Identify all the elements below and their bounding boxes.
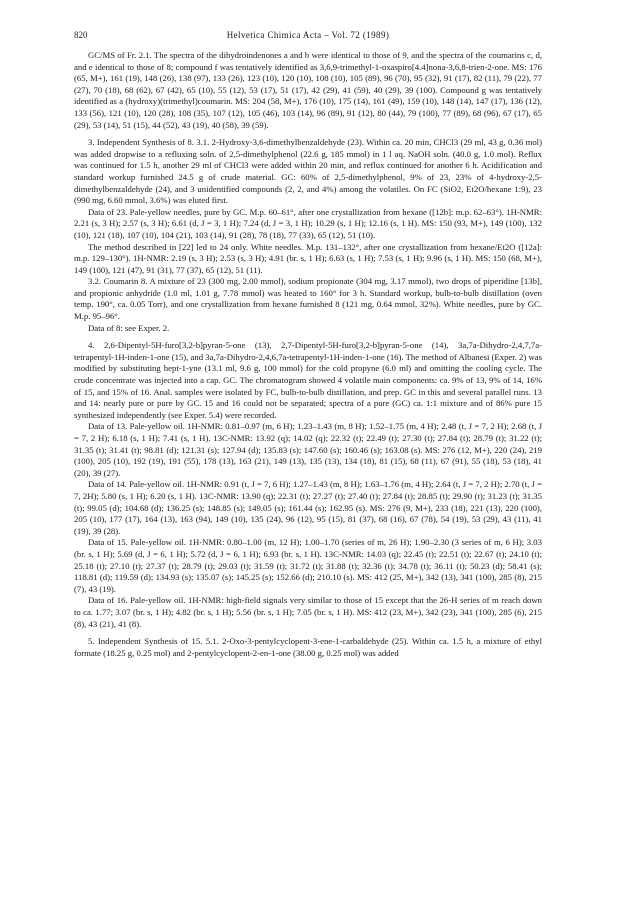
data-8-paragraph: Data of 8: see Exper. 2. xyxy=(88,322,170,333)
data-16-paragraph: Data of 16. Pale-yellow oil. 1H-NMR: high-field signals very similar to those of 15 except that the 26-H series of m reach down to ca. 1.77; 3.07 (br. s, 1 H); 4.82 (br. s, 1 H); 5.56 (br. s, 1 H); 7.05 (br. s, 1 H). MS: 412 (23, M+), 342 (23), 341 (100), 285 (6), 215 (8), 43 (21), 41 (8). xyxy=(74,595,542,629)
running-head: Helvetica Chimica Acta – Vol. 72 (1989) xyxy=(226,30,390,40)
data-15-paragraph: Data of 15. Pale-yellow oil. 1H-NMR: 0.80–1.00 (m, 12 H); 1.00–1.70 (series of m, 26 H); 1.90–2.30 (3 series of m, 6 H); 3.03 (br. s, 1 H); 5.69 (d, J = 6, 1 H); 5.72 (d, J = 6, 1 H); 6.93 (br. s, 1 H). 13C-NMR: 14.03 (q); 22.45 (t); 22.51 (t); 22.67 (t); 24.10 (t); 25.18 (t); 27.10 (t); 27.37 (t); 28.79 (t); 29.03 (t); 31.59 (t); 31.72 (t); 31.88 (t); 32.36 (t); 34.78 (t); 36.11 (t); 50.23 (d); 58.41 (s); 118.81 (d); 119.59 (d); 134.93 (s); 135.07 (s); 145.25 (s); 152.66 (d); 210.10 (s). MS: 412 (25, M+), 342 (13), 341 (100), 285 (8), 215 (7), 43 (19). xyxy=(74,537,542,594)
journal-page xyxy=(74,30,542,659)
method-24-paragraph: The method described in [22] led to 24 only. White needles. M.p. 131–132°, after one crystallization from hexane/Et2O ([12a]: m.p. 129–130°). 1H-NMR: 2.19 (s, 3 H); 2.53 (s, 3 H); 4.91 (br. s, 1 H); 6.63 (s, 1 H); 7.53 (s, 1 H); 9.96 (s, 1 H). MS: 150 (68, M+), 149 (100), 121 (47), 91 (31), 77 (37), 65 (12), 51 (11). xyxy=(74,241,542,275)
coumarin-8-paragraph: 3.2. Coumarin 8. A mixture of 23 (300 mg, 2.00 mmol), sodium propionate (304 mg, 3.17 mmol), two drops of piperidine [13b], and propionic anhydride (1.0 ml, 1.01 g, 7.78 mmol) was heated to 160° for 3 h. Standard workup, bulb-to-bulb distillation (oven temp. 190°, ca. 0.05 Torr), and one crystallization from hexane furnished 8 (121 mg, 0.64 mmol, 32%). White needles, pure by GC. M.p. 95–96°. xyxy=(74,276,542,322)
section-5-paragraph: 5. Independent Synthesis of 15. 5.1. 2-Oxo-3-pentylcyclopent-3-ene-1-carbaldehyde (25). Within ca. 1.5 h, a mixture of ethyl formate (18.25 g, 0.25 mol) and 2-pentylcyclopent-2-en-1-one (38.00 g, 0.25 mol) was added xyxy=(74,636,542,658)
data-23-paragraph: Data of 23. Pale-yellow needles, pure by GC. M.p. 60–61°, after one crystallization from hexane ([12b]: m.p. 62–63°). 1H-NMR: 2.21 (s, 3 H); 2.57 (s, 3 H); 6.61 (d, J = 3, 1 H); 7.24 (d, J = 3, 1 H); 10.29 (s, 1 H); 12.16 (s, 1 H). MS: 150 (93, M+), 149 (100), 132 (10), 121 (18), 107 (10), 104 (21), 103 (14), 91 (28), 78 (18), 77 (33), 65 (12), 51 (10). xyxy=(74,206,542,240)
data-14-paragraph: Data of 14. Pale-yellow oil. 1H-NMR: 0.91 (t, J = 7, 6 H); 1.27–1.43 (m, 8 H); 1.63–1.76 (m, 4 H); 2.64 (t, J = 7, 2 H); 2.70 (t, J = 7, 2H); 5.80 (s, 1 H); 6.20 (s, 1 H). 13C-NMR: 13.90 (q); 22.31 (t); 27.27 (t); 27.40 (t); 27.84 (t); 28.85 (t); 29.90 (t); 31.23 (t); 31.35 (t); 99.05 (d); 104.68 (d); 136.25 (s); 148.85 (s); 149.05 (s); 161.44 (s); 162.95 (s). MS: 276 (9, M+), 233 (18), 221 (13), 220 (100), 205 (10), 177 (17), 164 (13), 163 (94), 149 (10), 135 (24), 96 (12), 95 (15), 81 (37), 68 (16), 67 (78), 54 (19), 53 (29), 43 (11), 41 (19), 39 (28). xyxy=(74,479,542,536)
page-header xyxy=(74,30,542,44)
section-4-paragraph: 4. 2,6-Dipentyl-5H-furo[3,2-b]pyran-5-one (13), 2,7-Dipentyl-5H-furo[3,2-b]pyran-5-one (14), 3a,7a-Dihydro-2,4,7,7a-tetrapentyl-1H-inden-1-one (15), and 3a,7a-Dihydro-2,4,6,7a-tetrapentyl-1H-inden-1-one (16). The method of Albanesi (Exper. 2) was modified by substituting hept-1-yne (13.1 ml, 9.6 g, 100 mmol) for the cold propyne (6.0 ml) and omitting the cooling cycle. The crude concentrate was injected into a cap. GC. The chromatogram showed 4 volatile main components: ca. 9% of 13, 9% of 14, 16% of 15, and 15% of 16. Anal. samples were isolated by FC, bulb-to-bulb distillation, and prep. GC in this and several parallel runs. 13 and 14: nearly pure or pure by GC. 15 and 16 could not be separated; spectra of a pure (GC) ca. 1:1 mixture and of 86% pure 15 synthesized independently (see Exper. 5.4) were recorded. xyxy=(74,340,542,420)
gcms-paragraph: GC/MS of Fr. 2.1. The spectra of the dihydroindenones a and b were identical to those of 9, and the spectra of the coumarins c, d, and e identical to those of 8; compound f was tentatively identified as 3,6,9-trimethyl-1-oxaspiro[4.4]nona-3,6,8-trien-2-one. MS: 176 (65, M+), 161 (19), 148 (26), 138 (97), 133 (26), 123 (10), 120 (10), 108 (10), 105 (89), 96 (70), 95 (32), 91 (17), 82 (11), 79 (22), 77 (27), 70 (18), 68 (62), 67 (42), 65 (10), 55 (12), 53 (17), 51 (17), 42 (29), 41 (59), 40 (29), 39 (100). Compound g was tentatively identified as a (hydroxy)(trimethyl)coumarin. MS: 204 (58, M+), 176 (10), 175 (14), 161 (49), 159 (10), 148 (14), 147 (17), 136 (12), 133 (56), 121 (10), 120 (28), 108 (35), 107 (12), 105 (46), 103 (14), 96 (89), 91 (12), 80 (44), 79 (100), 77 (89), 68 (96), 67 (17), 65 (29), 53 (14), 51 (15), 44 (52), 43 (19), 40 (58), 39 (59). xyxy=(74,50,542,130)
page-number: 820 xyxy=(74,30,88,40)
data-13-paragraph: Data of 13. Pale-yellow oil. 1H-NMR: 0.81–0.97 (m, 6 H); 1.23–1.43 (m, 8 H); 1.52–1.75 (m, 4 H); 2.48 (t, J = 7, 2 H); 2.68 (t, J = 7, 2 H); 6.18 (s, 1 H); 7.41 (s, 1 H). 13C-NMR: 13.92 (q); 14.02 (q); 22.32 (t); 22.49 (t); 27.30 (t); 27.84 (t); 28.79 (t); 31.22 (t); 31.35 (t); 31.41 (t); 98.81 (d); 121.31 (s); 127.94 (d); 135.83 (s); 147.60 (s); 160.46 (s); 163.08 (s). MS: 276 (12, M+), 220 (24), 219 (100), 205 (10), 192 (19), 191 (55), 178 (13), 163 (21), 149 (13), 135 (13), 134 (18), 81 (15), 68 (11), 67 (91), 55 (18), 53 (18), 41 (20), 39 (27). xyxy=(74,421,542,478)
section-3-paragraph: 3. Independent Synthesis of 8. 3.1. 2-Hydroxy-3,6-dimethylbenzaldehyde (23). Within ca. 20 min, CHCl3 (29 ml, 43 g, 0.36 mol) was added dropwise to a refluxing soln. of 2,5-dimethylphenol (22.6 g, 185 mmol) in 1 l aq. NaOH soln. (40.0 g, 1.0 mol). Reflux was continued for 1.5 h, another 29 ml of CHCl3 were added within 20 min, and reflux continued for another 6 h. Acidification and standard workup furnished 24.5 g of crude material. GC: 60% of 2,5-dimethylphenol, 9% of 23, 23% of 4-hydroxy-2,5-dimethylbenzaldehyde (24), and 3 unidentified compounds (2, 2, and 4%) among the volatiles. On FC (SiO2, Et2O/hexane 1:9), 23 (990 mg, 6.60 mmol, 3.6%) was eluted first. xyxy=(74,137,542,206)
